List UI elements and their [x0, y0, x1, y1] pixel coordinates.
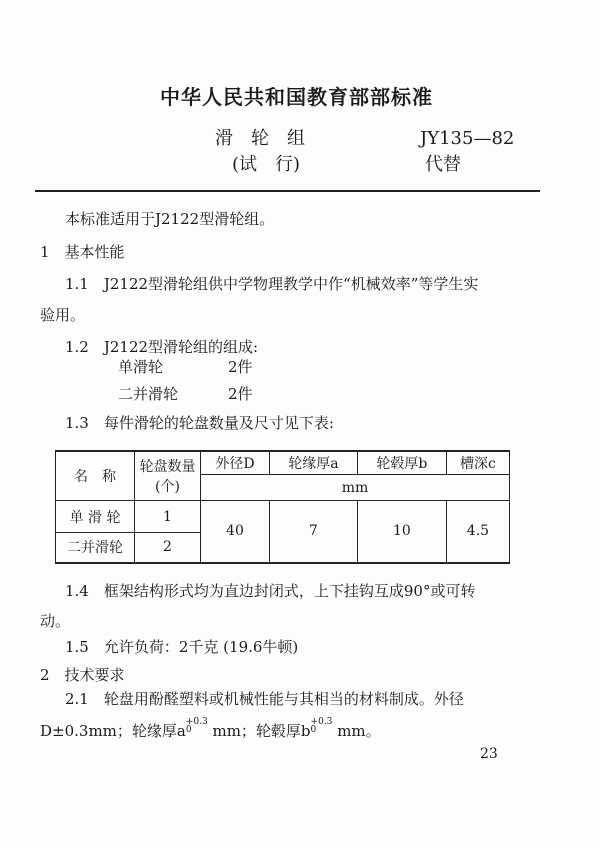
header-name: 名 称	[56, 451, 135, 501]
cell-a: 7	[269, 501, 357, 563]
para-1-1-cont: 验用。	[40, 306, 86, 324]
item-qty: 2件	[228, 358, 253, 376]
item-qty: 2件	[228, 385, 253, 403]
para-1-4-cont: 动。	[40, 612, 71, 630]
intro: 本标准适用于J2122型滑轮组。	[65, 210, 275, 228]
item-name: 单滑轮	[118, 358, 164, 376]
section-2: 2 技术要求	[40, 666, 125, 684]
cell-d: 40	[201, 501, 270, 563]
header-rule	[35, 190, 540, 192]
subject-title: 滑 轮 组	[215, 128, 305, 149]
trial-label: (试 行)	[232, 154, 301, 175]
page-number: 23	[480, 746, 498, 762]
item-name: 二并滑轮	[118, 385, 179, 403]
header-a: 轮缘厚a	[269, 451, 357, 475]
row-count: 2	[135, 533, 201, 563]
standard-code: JY135—82	[420, 128, 515, 149]
cell-c: 4.5	[446, 501, 509, 563]
para-1-5: 1.5 允许负荷：2千克 (19.6牛顿)	[65, 638, 299, 656]
header-c: 槽深c	[446, 451, 509, 475]
para-1-4: 1.4 框架结构形式均为直边封闭式，上下挂钩互成90°或可转	[65, 582, 476, 600]
section-1: 1 基本性能	[40, 243, 125, 261]
para-2-1-cont: D±0.3mm；轮缘厚$a^{+0.3 0}$ mm；轮毂厚$b^{+0.3 0}$ mm。	[40, 717, 381, 740]
standard-title: 中华人民共和国教育部部标准	[160, 85, 433, 109]
header-b: 轮毂厚b	[357, 451, 446, 475]
dimensions-table	[55, 450, 510, 564]
para-2-1: 2.1 轮盘用酚醛塑料或机械性能与其相当的材料制成。外径	[65, 690, 464, 708]
header-unit: mm	[201, 475, 510, 501]
para-1-1: 1.1 J2122型滑轮组供中学物理教学中作“机械效率”等学生实	[65, 275, 479, 293]
para-1-3: 1.3 每件滑轮的轮盘数量及尺寸见下表:	[65, 414, 334, 432]
cell-b: 10	[357, 501, 446, 563]
replaces-label: 代替	[425, 154, 461, 175]
para-1-2: 1.2 J2122型滑轮组的组成:	[65, 338, 259, 356]
row-count: 1	[135, 501, 201, 533]
header-d: 外径D	[201, 451, 270, 475]
row-name: 二并滑轮	[56, 533, 135, 563]
header-count: 轮盘数量 (个)	[135, 451, 201, 501]
row-name: 单 滑 轮	[56, 501, 135, 533]
